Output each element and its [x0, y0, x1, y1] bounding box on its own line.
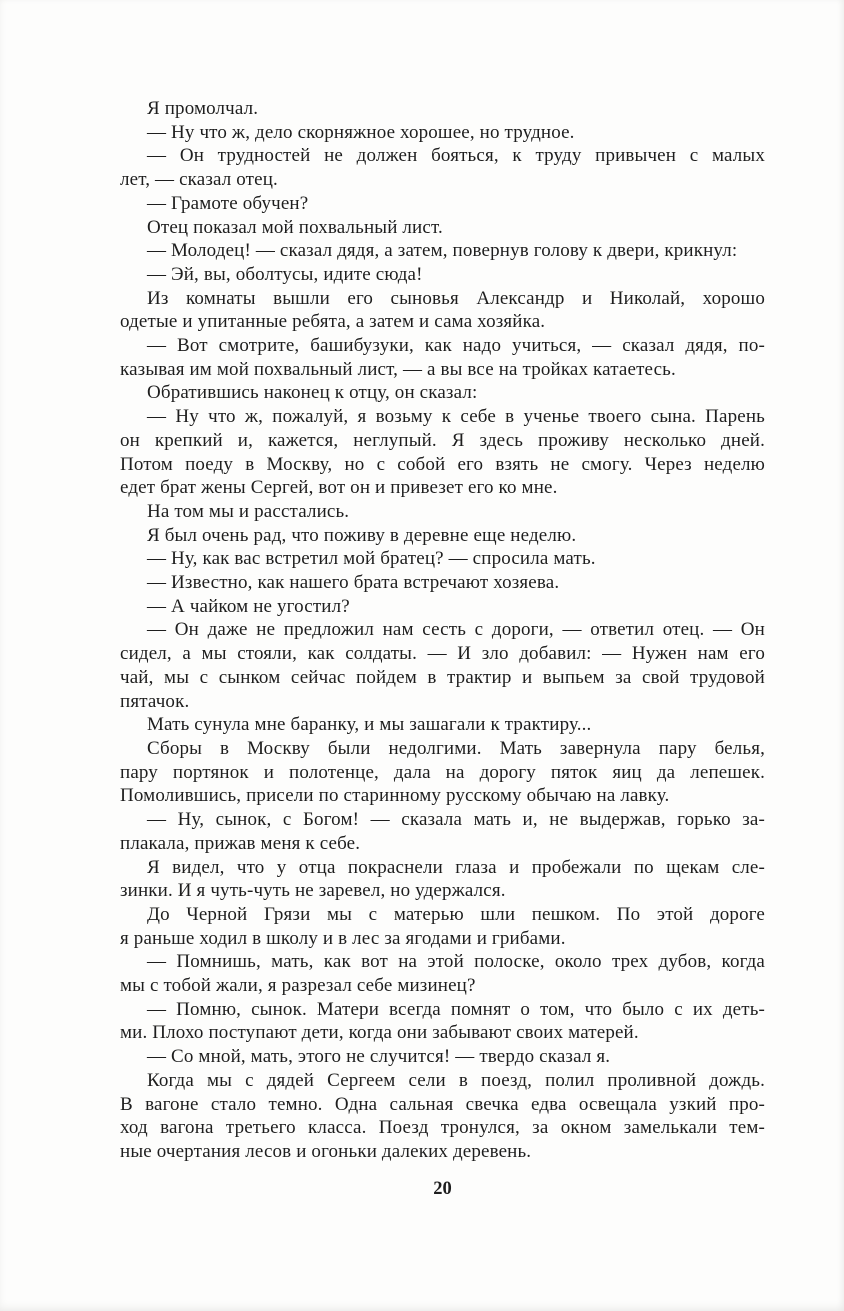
paragraph — [120, 239, 765, 263]
paragraph — [120, 263, 765, 287]
paragraph — [120, 571, 765, 595]
text-line: — Грамоте обучен? — [147, 192, 309, 214]
text-line: он крепкий и, кажется, неглупый. Я здесь проживу несколько дней. — [120, 429, 765, 451]
text-line: Помолившись, присели по старинному русскому обычаю на лавку. — [120, 785, 670, 807]
paragraph — [120, 524, 765, 548]
page-number: 20 — [433, 1179, 452, 1199]
text-line: едет брат жены Сергей, вот он и привезет его ко мне. — [120, 477, 558, 499]
text-line: В вагоне стало темно. Одна сальная свечка едва освещала узкий про- — [120, 1093, 765, 1115]
text-line: зинки. И я чуть-чуть не заревел, но удержался. — [120, 880, 506, 902]
text-line: — Со мной, мать, этого не случится! — твердо сказал я. — [147, 1046, 611, 1068]
paragraph — [120, 144, 765, 191]
text-line: ные очертания лесов и огоньки далеких деревень. — [120, 1140, 532, 1162]
paragraph — [120, 121, 765, 145]
text-line: — Он даже не предложил нам сесть с дороги, — ответил отец. — Он — [147, 619, 765, 641]
paragraph — [120, 808, 765, 855]
text-line: лет, — сказал отец. — [120, 169, 278, 191]
text-line: Из комнаты вышли его сыновья Александр и Николай, хорошо — [147, 287, 765, 309]
text-line: Отец показал мой похвальный лист. — [147, 216, 443, 238]
text-line: Мать сунула мне баранку, и мы зашагали к трактиру... — [147, 714, 592, 736]
text-line: — Ну, как вас встретил мой братец? — спросила мать. — [147, 548, 596, 570]
paragraph — [120, 1045, 765, 1069]
text-line: — Помнишь, мать, как вот на этой полоске, около трех дубов, когда — [147, 951, 765, 973]
paragraph — [120, 595, 765, 619]
paragraph — [120, 618, 765, 713]
paragraph — [120, 216, 765, 240]
paragraph — [120, 97, 765, 121]
text-line: — Вот смотрите, башибузуки, как надо учиться, — сказал дядя, по- — [147, 335, 765, 357]
text-line: — А чайком не угостил? — [147, 595, 350, 617]
text-line: я раньше ходил в школу и в лес за ягодами и грибами. — [120, 927, 566, 949]
text-line: Я был очень рад, что поживу в деревне еще неделю. — [147, 524, 577, 546]
paragraph — [120, 856, 765, 903]
text-line: ход вагона третьего класса. Поезд тронулся, за окном замелькали тем- — [120, 1117, 765, 1139]
text-line: — Ну что ж, пожалуй, я возьму к себе в ученье твоего сына. Парень — [147, 406, 765, 428]
text-line: — Ну, сынок, с Богом! — сказала мать и, не выдержав, горько за- — [147, 809, 765, 831]
text-line: плакала, прижав меня к себе. — [120, 832, 361, 854]
paragraph — [120, 950, 765, 997]
text-line: — Эй, вы, оболтусы, идите сюда! — [147, 263, 423, 285]
text-line: казывая им мой похвальный лист, — а вы все на тройках катаетесь. — [120, 358, 676, 380]
text-line: Сборы в Москву были недолгими. Мать завернула пару белья, — [147, 737, 765, 759]
page-text — [120, 97, 765, 1164]
text-line: Я видел, что у отца покраснели глаза и пробежали по щекам сле- — [147, 856, 765, 878]
paragraph — [120, 1069, 765, 1164]
text-line: пятачок. — [120, 690, 190, 712]
paragraph — [120, 405, 765, 500]
text-line: — Молодец! — сказал дядя, а затем, повернув голову к двери, крикнул: — [147, 240, 738, 262]
paragraph — [120, 500, 765, 524]
text-line: ми. Плохо поступают дети, когда они забывают своих матерей. — [120, 1022, 639, 1044]
text-line: — Ну что ж, дело скорняжное хорошее, но трудное. — [147, 121, 575, 143]
text-line: Обратившись наконец к отцу, он сказал: — [147, 382, 478, 404]
text-line: — Он трудностей не должен бояться, к труду привычен с малых — [147, 145, 765, 167]
paragraph — [120, 998, 765, 1045]
text-line: До Черной Грязи мы с матерью шли пешком. По этой дороге — [147, 903, 765, 925]
text-line: чай, мы с сынком сейчас пойдем в трактир и выпьем за свой трудовой — [120, 666, 765, 688]
text-line: Я промолчал. — [147, 98, 259, 119]
paragraph — [120, 381, 765, 405]
text-line: пару портянок и полотенце, дала на дорогу пяток яиц да лепешек. — [120, 761, 765, 783]
text-line: На том мы и расстались. — [147, 500, 350, 522]
text-line: сидел, а мы стояли, как солдаты. — И зло добавил: — Нужен нам его — [120, 643, 765, 665]
paragraph — [120, 192, 765, 216]
paragraph — [120, 334, 765, 381]
text-line: Когда мы с дядей Сергеем сели в поезд, полил проливной дождь. — [147, 1069, 765, 1091]
text-line: — Помню, сынок. Матери всегда помнят о том, что было с их деть- — [147, 998, 765, 1020]
paragraph — [120, 547, 765, 571]
text-line: — Известно, как нашего брата встречают хозяева. — [147, 572, 560, 594]
text-line: одетые и упитанные ребята, а затем и сама хозяйка. — [120, 311, 546, 333]
paragraph — [120, 737, 765, 808]
paragraph — [120, 287, 765, 334]
paragraph — [120, 903, 765, 950]
text-line: Потом поеду в Москву, но с собой его взять не смогу. Через неделю — [120, 453, 765, 475]
paragraph — [120, 713, 765, 737]
text-line: мы с тобой жали, я разрезал себе мизинец? — [120, 975, 476, 997]
